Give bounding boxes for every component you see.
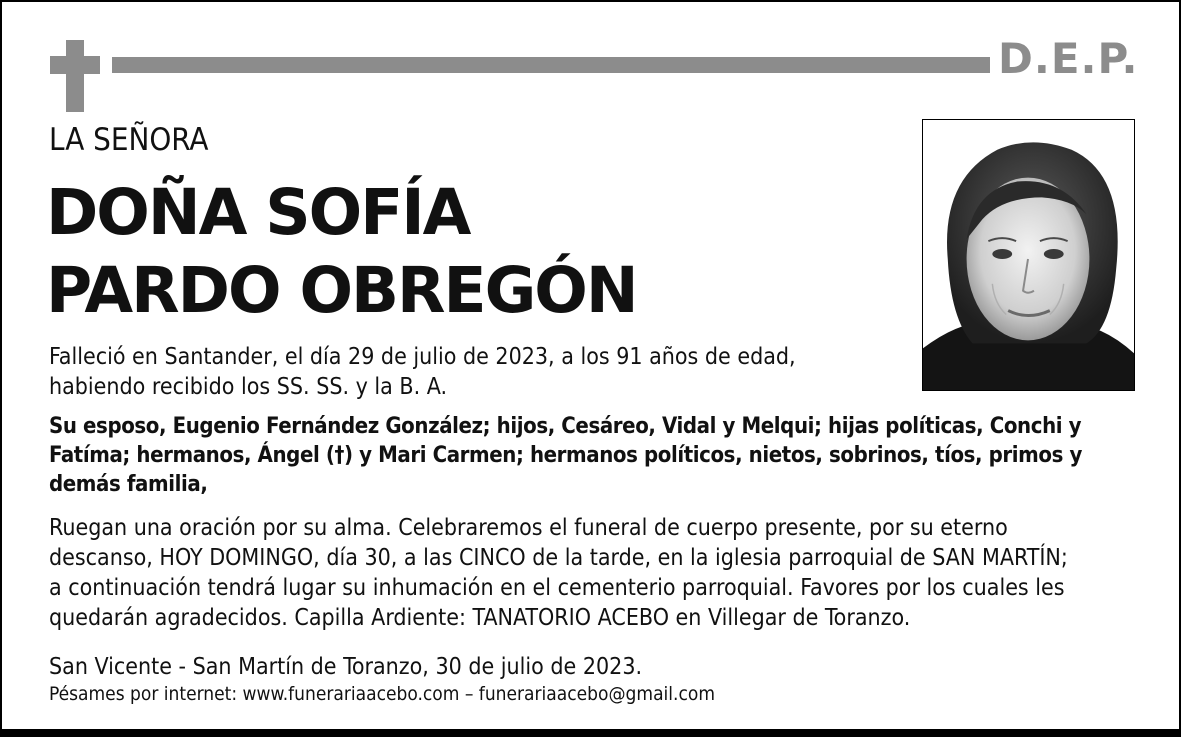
funeral-line: a continuación tendrá lugar su inhumación en el cementerio parroquial. Favores por los cuales les xyxy=(49,575,1065,601)
funeral-line: Ruegan una oración por su alma. Celebraremos el funeral de cuerpo presente, por su eterno xyxy=(49,515,1008,541)
deceased-name-line-2: PARDO OBREGÓN xyxy=(46,254,637,327)
family-line: demás familia, xyxy=(49,472,208,497)
place-date: San Vicente - San Martín de Toranzo, 30 de julio de 2023. xyxy=(49,654,643,680)
latin-cross-icon-arm xyxy=(50,56,100,74)
deceased-name xyxy=(46,174,637,330)
portrait-image xyxy=(923,120,1134,390)
death-statement-line: habiendo recibido los SS. SS. y la B. A. xyxy=(49,374,448,400)
family-paragraph xyxy=(49,412,1082,499)
funeral-line: descanso, HOY DOMINGO, día 30, a las CINCO de la tarde, en la iglesia parroquial de SAN MARTÍN; xyxy=(49,545,1068,571)
deceased-name-line-1: DOÑA SOFÍA xyxy=(46,176,470,249)
dep-heading: D.E.P. xyxy=(998,34,1139,83)
family-line: Su esposo, Eugenio Fernández González; hijos, Cesáreo, Vidal y Melqui; hijas políticas, Conchi y xyxy=(49,414,1082,439)
latin-cross-icon xyxy=(66,40,84,112)
portrait-photo xyxy=(922,119,1135,391)
death-statement-line: Falleció en Santander, el día 29 de julio de 2023, a los 91 años de edad, xyxy=(49,344,796,370)
header-rule xyxy=(112,57,990,73)
family-line: Fatíma; hermanos, Ángel (†) y Mari Carmen; hermanos políticos, nietos, sobrinos, tíos, primos y xyxy=(49,443,1082,468)
death-statement xyxy=(49,342,796,402)
funeral-paragraph xyxy=(49,513,1068,633)
condolences-contact: Pésames por internet: www.funerariaacebo.com – funerariaacebo@gmail.com xyxy=(49,683,715,705)
title-prefix: LA SEÑORA xyxy=(49,122,209,158)
funeral-line: quedarán agradecidos. Capilla Ardiente: TANATORIO ACEBO en Villegar de Toranzo. xyxy=(49,605,911,631)
